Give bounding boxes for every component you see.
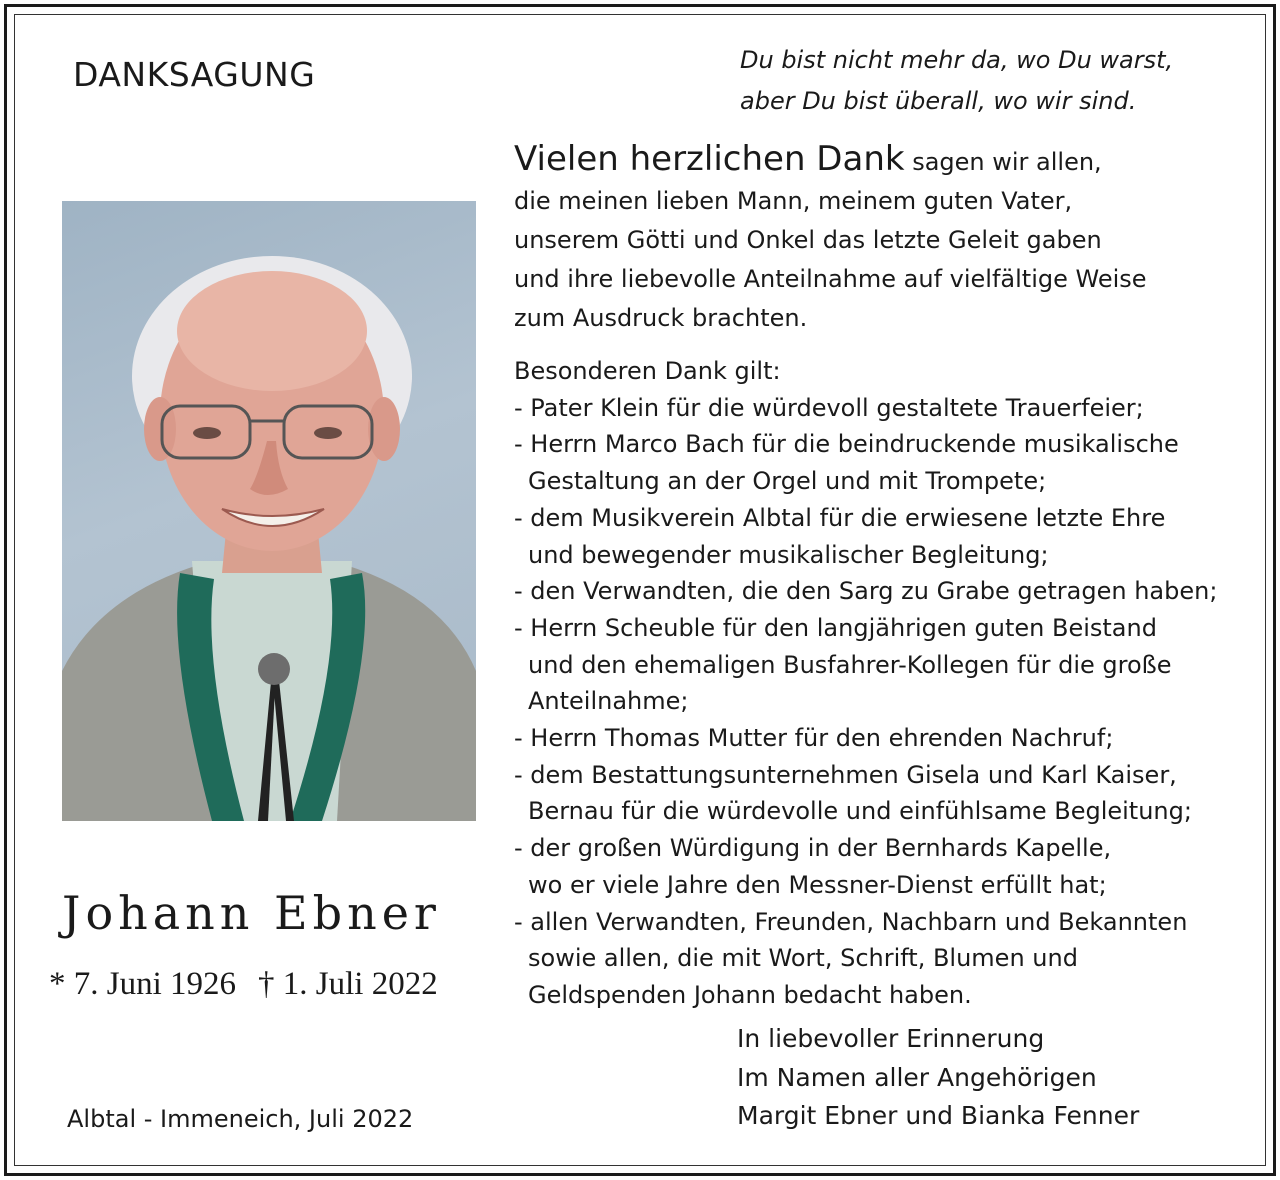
- life-dates: [49, 966, 438, 1003]
- portrait-illustration: [62, 201, 476, 821]
- motto-line: aber Du bist überall, wo wir sind.: [740, 87, 1137, 115]
- deceased-name: Johann Ebner: [62, 886, 441, 940]
- list-item: - Herrn Marco Bach für die beindruckende musikalische: [514, 430, 1179, 459]
- list-item: - der großen Würdigung in der Bernhards Kapelle,: [514, 834, 1112, 863]
- motto-quote: [740, 40, 1173, 122]
- list-item-continuation: Anteilnahme;: [528, 687, 689, 716]
- special-thanks-list: [514, 353, 1217, 1014]
- thanks-line: zum Ausdruck brachten.: [514, 304, 808, 332]
- motto-line: Du bist nicht mehr da, wo Du warst,: [740, 46, 1174, 74]
- list-item: - den Verwandten, die den Sarg zu Grabe getragen haben;: [514, 577, 1218, 606]
- closing-line: In liebevoller Erinnerung: [737, 1024, 1045, 1053]
- list-item-continuation: Bernau für die würdevolle und einfühlsame Begleitung;: [528, 797, 1192, 826]
- special-thanks-intro: Besonderen Dank gilt:: [514, 357, 781, 385]
- list-item-continuation: Geldspenden Johann bedacht haben.: [528, 980, 972, 1009]
- list-item: - Herrn Scheuble für den langjährigen guten Beistand: [514, 613, 1157, 642]
- notice-heading: DANKSAGUNG: [73, 55, 316, 94]
- list-item: - Herrn Thomas Mutter für den ehrenden Nachruf;: [514, 724, 1114, 753]
- list-item-continuation: wo er viele Jahre den Messner-Dienst erfüllt hat;: [528, 870, 1107, 899]
- closing-line: Im Namen aller Angehörigen: [737, 1062, 1097, 1092]
- list-item-continuation: und bewegender musikalischer Begleitung;: [528, 540, 1049, 569]
- death-date: † 1. Juli 2022: [258, 966, 438, 1002]
- list-item: - allen Verwandten, Freunden, Nachbarn und Bekannten: [514, 907, 1188, 936]
- thanks-first-line: [514, 140, 1147, 182]
- place-and-date: Albtal - Immeneich, Juli 2022: [67, 1105, 414, 1133]
- birth-date: * 7. Juni 1926: [49, 966, 237, 1002]
- list-item: - dem Musikverein Albtal für die erwiesene letzte Ehre: [514, 503, 1166, 532]
- list-item-continuation: sowie allen, die mit Wort, Schrift, Blumen und: [528, 944, 1078, 973]
- portrait-photo: [62, 201, 476, 821]
- thanks-paragraph: [514, 140, 1147, 338]
- list-item-continuation: und den ehemaligen Busfahrer-Kollegen für die große: [528, 650, 1172, 679]
- signatories: Margit Ebner und Bianka Fenner: [737, 1101, 1140, 1130]
- thanks-line: unserem Götti und Onkel das letzte Geleit gaben: [514, 226, 1102, 254]
- closing-signature: [737, 1020, 1139, 1136]
- thanks-line: die meinen lieben Mann, meinem guten Vater,: [514, 187, 1073, 215]
- list-item-continuation: Gestaltung an der Orgel und mit Trompete;: [528, 467, 1047, 496]
- list-item: - Pater Klein für die würdevoll gestaltete Trauerfeier;: [514, 393, 1144, 422]
- thanks-line: und ihre liebevolle Anteilnahme auf vielfältige Weise: [514, 265, 1147, 293]
- list-item: - dem Bestattungsunternehmen Gisela und Karl Kaiser,: [514, 760, 1177, 789]
- thanks-lead: Vielen herzlichen Dank: [514, 139, 905, 179]
- thanks-lead-rest: sagen wir allen,: [904, 148, 1102, 176]
